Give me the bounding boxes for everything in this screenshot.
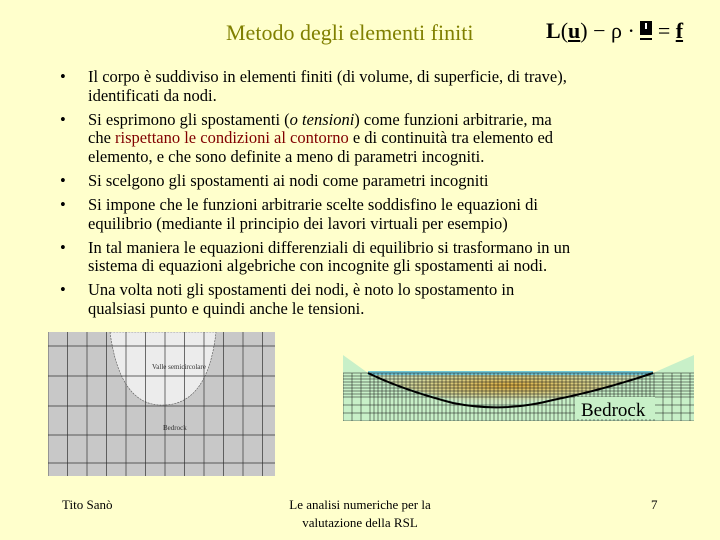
bullet-item: • In tal maniera le equazioni differenziali di equilibrio si trasformano in un sistema di equazioni algebriche con incognite gli spostamenti ai nodi. xyxy=(60,237,571,276)
footer-title: Le analisi numeriche per la valutazione della RSL xyxy=(289,497,431,530)
equilibrium-formula: L(u) − ρ · = f xyxy=(546,18,684,43)
semicircular-valley-mesh-figure xyxy=(48,332,275,476)
page-number: 7 xyxy=(651,497,658,512)
bullet-item: • Il corpo è suddiviso in elementi finiti (di volume, di superficie, di trave), identificati da nodi. xyxy=(60,67,567,105)
acceleration-symbol-icon xyxy=(640,21,652,40)
bullet-item: • Si scelgono gli spostamenti ai nodi come parametri incogniti xyxy=(60,170,489,190)
bullet-item: • Si impone che le funzioni arbitrarie scelte soddisfino le equazioni di equilibrio (mediante il principio dei lavori virtuali per esempio) xyxy=(60,195,538,233)
highlighted-text: rispettano le condizioni al contorno xyxy=(115,128,349,148)
bedrock-label-right: Bedrock xyxy=(581,400,646,421)
bullet-item: • Si esprimono gli spostamenti (o tensioni) come funzioni arbitrarie, ma che rispettano le condizioni al contorno e di continuità tra elemento ed elemento, e che sono definite a meno di parametri incogniti. xyxy=(60,109,554,166)
bedrock-label-left: Bedrock xyxy=(163,424,187,432)
bullet-item: • Una volta noti gli spostamenti dei nodi, è noto lo spostamento in qualsiasi punto e quindi anche le tensioni. xyxy=(60,280,515,319)
valley-label: Valle semicircolare xyxy=(152,363,206,371)
footer-author: Tito Sanò xyxy=(62,497,113,512)
valley-fem-mesh-figure xyxy=(343,355,694,421)
bullet-list xyxy=(58,68,698,324)
